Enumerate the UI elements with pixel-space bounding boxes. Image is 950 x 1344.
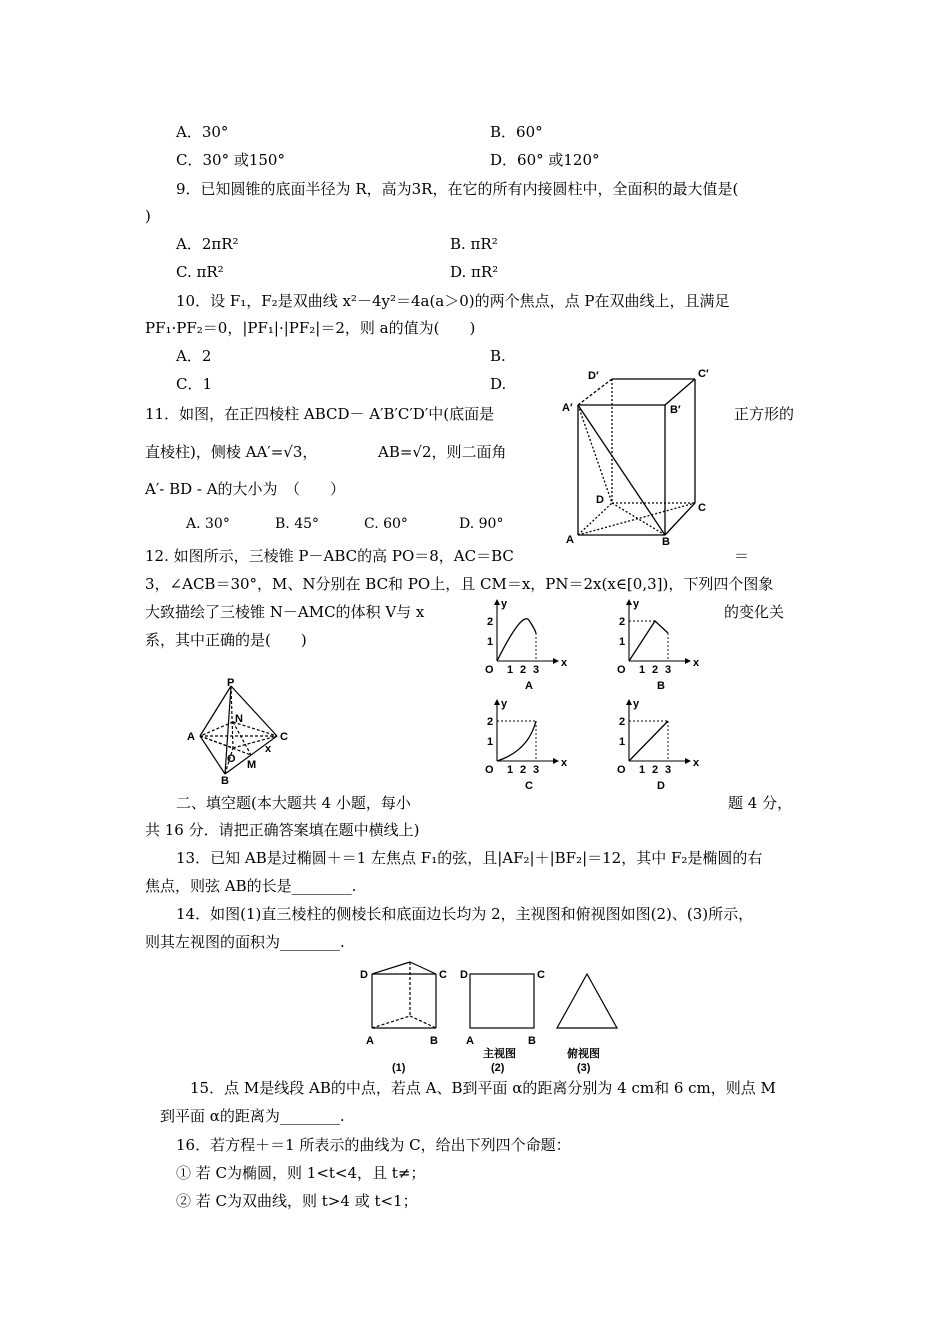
graph-curve (497, 721, 536, 761)
x-axis-label: x (561, 657, 568, 669)
q10-stem-cont: PF₁·PF₂＝0，|PF₁|·|PF₂|＝2，则 a的值为( ) (145, 319, 476, 337)
q8-option-d: D．60° 或120° (490, 151, 600, 169)
q10-option-d: D. (490, 375, 507, 393)
y-axis-label: y (501, 598, 508, 610)
q14-front-view-figure (460, 960, 555, 1075)
y-axis-label: y (633, 698, 640, 710)
q13-stem-cont: 焦点，则弦 AB的长是________. (145, 877, 357, 895)
y-axis-label: y (633, 598, 640, 610)
graph-curve (629, 721, 668, 761)
label-m: M (247, 759, 257, 771)
q8-option-a: A．30° (176, 123, 229, 141)
label-b-prime: B′ (670, 404, 681, 416)
x-axis-label: x (693, 657, 700, 669)
x-axis-arrow (685, 758, 691, 764)
q10-option-a: A．2 (176, 347, 212, 365)
graph-label: B (657, 680, 665, 692)
q15-stem-cont: 到平面 α的距离为________. (160, 1107, 345, 1125)
y-axis-label: y (501, 698, 508, 710)
x-axis-label: x (561, 757, 568, 769)
q12-stem: 12. 如图所示，三棱锥 P－ABC的高 PO＝8，AC＝BC (145, 547, 514, 565)
q9-stem: 9．已知圆锥的底面半径为 R，高为3R，在它的所有内接圆柱中，全面积的最大值是( (176, 180, 739, 198)
label-c: C (537, 969, 545, 981)
label-c: C (280, 731, 288, 743)
q11-stem-right: 正方形的 (734, 405, 795, 423)
y-axis-arrow (494, 599, 500, 605)
q11-stem-line3: A′- BD - A的大小为 （ ） (145, 480, 346, 498)
q14-top-view-figure (553, 960, 628, 1075)
x-tick-label: 2 (652, 764, 659, 776)
q11-stem: 11．如图，在正四棱柱 ABCD－ A′B′C′D′中(底面是 (145, 405, 495, 423)
graph-curve (629, 621, 668, 661)
y-tick-label: 1 (487, 636, 494, 648)
label-b: B (662, 536, 670, 548)
graph-c (483, 695, 583, 795)
section2-instructions: 共 16 分．请把正确答案填在题中横线上) (145, 821, 420, 839)
q9-option-a: A．2πR² (176, 235, 239, 253)
q11-prism-figure (560, 365, 720, 550)
q16-item-2: ② 若 C为双曲线，则 t>4 或 t<1； (176, 1192, 418, 1210)
q11-option-c: C. 60° (364, 516, 408, 532)
q9-stem-cont: ) (145, 207, 151, 225)
q14-prism-figure (360, 960, 450, 1075)
q12-stem-right: ＝ (734, 547, 750, 565)
y-tick-label: 1 (619, 736, 626, 748)
y-axis-arrow (626, 599, 632, 605)
label-b: B (528, 1035, 536, 1047)
x-tick-label: 1 (507, 664, 514, 676)
q11-option-a: A. 30° (186, 516, 230, 532)
label-d: D (596, 494, 604, 506)
q9-option-b: B. πR² (450, 235, 498, 253)
x-tick-label: 2 (520, 764, 527, 776)
x-axis-arrow (553, 758, 559, 764)
label-a: A (566, 534, 574, 546)
q14-stem: 14．如图(1)直三棱柱的侧棱长和底面边长均为 2，主视图和俯视图如图(2)、(3)所示， (176, 905, 754, 923)
y-tick-label: 2 (487, 616, 494, 628)
label-d: D (360, 969, 368, 981)
q16-item-1: ① 若 C为椭圆，则 1<t<4，且 t≠； (176, 1164, 426, 1182)
q13-stem: 13．已知 AB是过椭圆＋＝1 左焦点 F₁的弦，且|AF₂|＋|BF₂|＝12，其中 F₂是椭圆的右 (176, 849, 763, 867)
q8-option-c: C．30° 或150° (176, 151, 285, 169)
label-b: B (430, 1035, 438, 1047)
label-a-prime: A′ (562, 402, 573, 414)
y-tick-label: 2 (619, 716, 626, 728)
q9-option-c: C. πR² (176, 263, 224, 281)
origin-label: O (485, 664, 494, 676)
section2-heading: 二、填空题(本大题共 4 小题，每小 (176, 794, 411, 812)
y-tick-label: 1 (619, 636, 626, 648)
q14-stem-cont: 则其左视图的面积为________. (145, 933, 345, 951)
graph-d (615, 695, 715, 795)
y-tick-label: 2 (487, 716, 494, 728)
label-c-prime: C′ (698, 368, 709, 380)
top-view-caption: 俯视图 (567, 1048, 600, 1060)
label-x: x (265, 743, 272, 755)
y-axis-arrow (626, 699, 632, 705)
origin-label: O (617, 664, 626, 676)
y-axis-arrow (494, 699, 500, 705)
x-axis-arrow (553, 658, 559, 664)
label-b: B (221, 775, 229, 787)
q9-option-d: D. πR² (450, 263, 499, 281)
graph-label: C (525, 780, 533, 792)
graph-label: A (525, 680, 533, 692)
y-tick-label: 2 (619, 616, 626, 628)
q12-stem-line3b: 的变化关 (724, 603, 785, 621)
q8-option-b: B．60° (490, 123, 543, 141)
x-tick-label: 1 (639, 764, 646, 776)
fig-number-3: (3) (577, 1062, 591, 1074)
x-tick-label: 3 (533, 764, 540, 776)
label-o: O (227, 753, 236, 765)
x-tick-label: 1 (639, 664, 646, 676)
fig-number-2: (2) (491, 1062, 505, 1074)
q10-stem: 10．设 F₁，F₂是双曲线 x²－4y²＝4a(a＞0)的两个焦点，点 P在双曲线上，且满足 (176, 292, 730, 310)
front-view-caption: 主视图 (483, 1048, 516, 1060)
q11-stem-line2: 直棱柱)，侧棱 AA′=√3， (145, 443, 318, 461)
q12-stem-line3: 大致描绘了三棱锥 N－AMC的体积 V与 x (145, 603, 425, 621)
q11-stem-line2b: AB=√2，则二面角 (378, 443, 507, 461)
label-d: D (460, 969, 468, 981)
q16-stem: 16．若方程＋＝1 所表示的曲线为 C，给出下列四个命题： (176, 1136, 571, 1154)
graph-label: D (657, 780, 665, 792)
q12-stem-line2: 3，∠ACB＝30°，M、N分别在 BC和 PO上，且 CM＝x，PN＝2x(x∈[0,3])，下列四个图象 (145, 575, 774, 593)
origin-label: O (617, 764, 626, 776)
x-tick-label: 3 (533, 664, 540, 676)
fig-number-1: (1) (392, 1062, 406, 1074)
graph-curve (497, 619, 536, 661)
q15-stem: 15．点 M是线段 AB的中点，若点 A、B到平面 α的距离分别为 4 cm和 6 cm，则点 M (190, 1079, 776, 1097)
x-axis-arrow (685, 658, 691, 664)
label-a: A (187, 731, 195, 743)
x-tick-label: 1 (507, 764, 514, 776)
q10-option-b: B. (490, 347, 506, 365)
label-n: N (235, 713, 243, 725)
q11-option-b: B. 45° (275, 516, 320, 532)
graph-a (483, 595, 583, 695)
q11-option-d: D. 90° (459, 516, 504, 532)
y-tick-label: 1 (487, 736, 494, 748)
graph-b (615, 595, 715, 695)
label-a: A (466, 1035, 474, 1047)
x-axis-label: x (693, 757, 700, 769)
x-tick-label: 2 (652, 664, 659, 676)
label-c: C (439, 969, 447, 981)
q12-stem-line4: 系，其中正确的是( ) (145, 631, 307, 649)
label-p: P (227, 677, 235, 689)
q10-option-c: C．1 (176, 375, 213, 393)
x-tick-label: 2 (520, 664, 527, 676)
x-tick-label: 3 (665, 764, 672, 776)
label-c: C (698, 502, 706, 514)
label-a: A (366, 1035, 374, 1047)
label-d-prime: D′ (588, 370, 599, 382)
section2-heading-right: 题 4 分， (728, 794, 793, 812)
x-tick-label: 3 (665, 664, 672, 676)
origin-label: O (485, 764, 494, 776)
q12-pyramid-figure (185, 678, 295, 788)
